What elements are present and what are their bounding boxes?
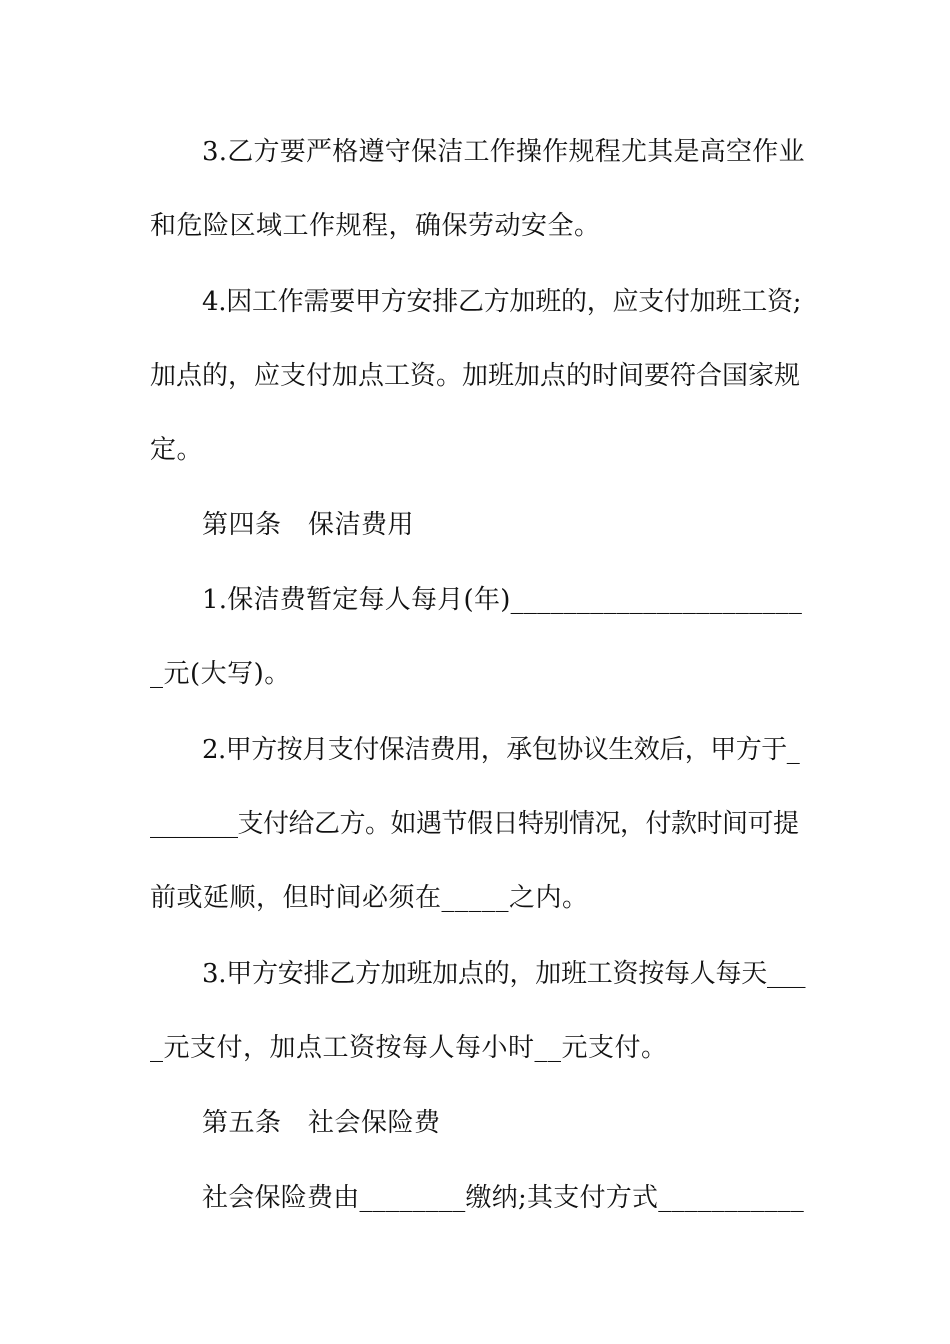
text-line: _元(大写)。 (150, 659, 291, 689)
text-line: 4.因工作需要甲方安排乙方加班的，应支付加班工资; (202, 287, 802, 317)
text-line: _______支付给乙方。如遇节假日特别情况，付款时间可提 (150, 809, 799, 839)
text-line: 加点的，应支付加点工资。加班加点的时间要符合国家规 (150, 361, 801, 391)
text-line: 和危险区域工作规程，确保劳动安全。 (150, 211, 601, 241)
text-line: 1.保洁费暂定每人每月(年)______________________ (202, 585, 803, 615)
text-line: 3.乙方要严格遵守保洁工作操作规程尤其是高空作业 (202, 137, 805, 167)
text-line: 社会保险费由________缴纳;其支付方式___________ (202, 1183, 805, 1213)
text-line: 定。 (150, 435, 204, 465)
text-line: _元支付，加点工资按每人每小时__元支付。 (150, 1033, 668, 1063)
section-heading: 第四条 保洁费用 (202, 510, 415, 540)
text-line: 2.甲方按月支付保洁费用，承包协议生效后，甲方于_ (202, 735, 800, 765)
section-heading: 第五条 社会保险费 (202, 1108, 441, 1138)
text-line: 前或延顺，但时间必须在_____之内。 (150, 883, 589, 913)
text-line: 3.甲方安排乙方加班加点的，加班工资按每人每天___ (202, 959, 806, 989)
